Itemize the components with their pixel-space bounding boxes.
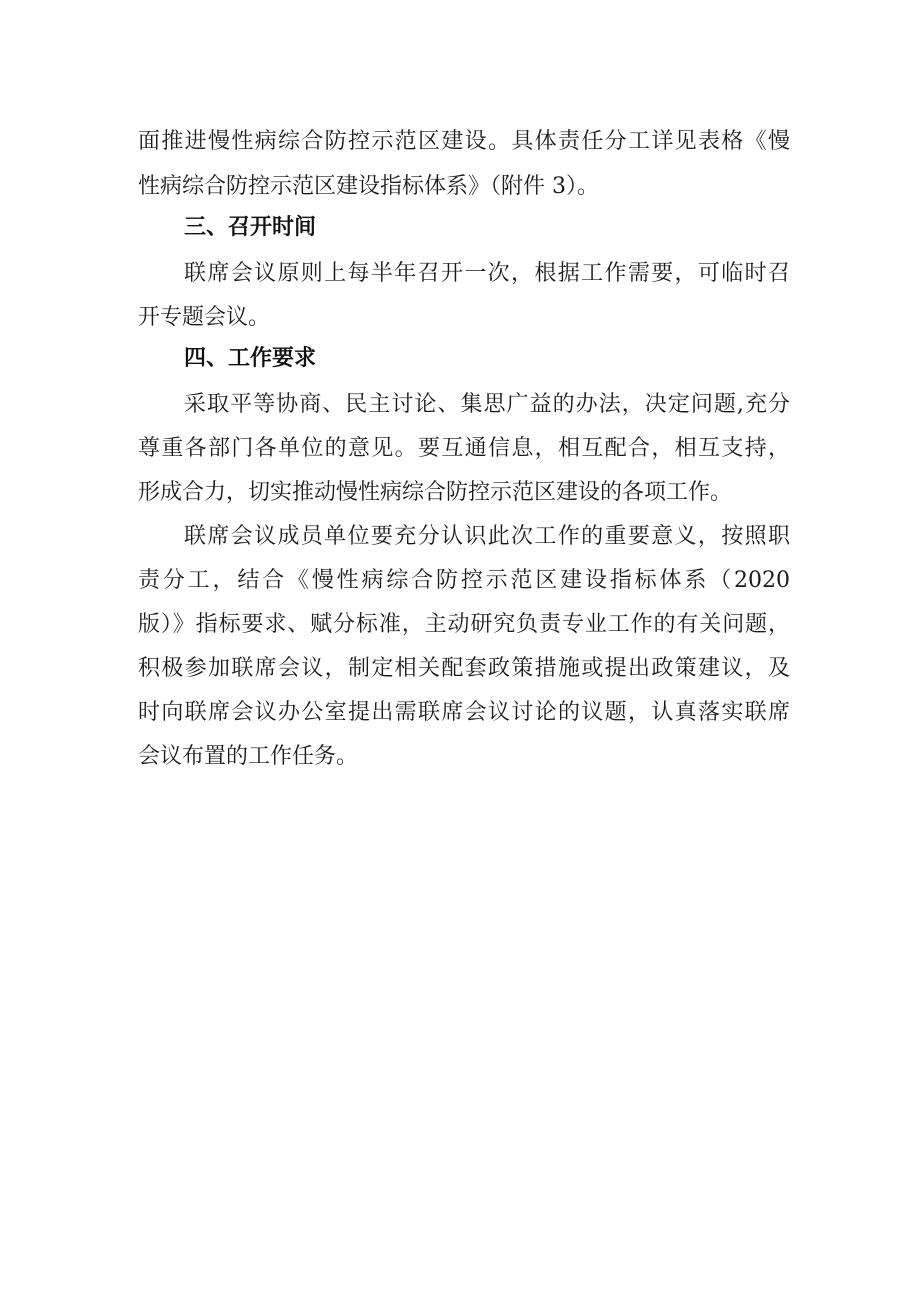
section-4-p2-line-5: 时向联席会议办公室提出需联席会议讨论的议题，认真落实联席 [138, 700, 790, 725]
section-3-line-2: 开专题会议。 [138, 305, 271, 330]
section-4-p2-line-4: 积极参加联席会议，制定相关配套政策措施或提出政策建议，及 [138, 656, 790, 681]
section-3-line-1: 联席会议原则上每半年召开一次，根据工作需要，可临时召 [184, 261, 790, 286]
section-4-p1-line-3: 形成合力，切实推动慢性病综合防控示范区建设的各项工作。 [138, 480, 733, 505]
section-4-p2-line-6: 会议布置的工作任务。 [138, 744, 359, 769]
section-4-p2-line-2: 责分工，结合《慢性病综合防控示范区建设指标体系（2020 [138, 568, 790, 593]
section-4-p1-line-2: 尊重各部门各单位的意见。要互通信息，相互配合，相互支持， [138, 436, 790, 461]
section-3-heading: 三、召开时间 [184, 215, 317, 240]
intro-line-1: 面推进慢性病综合防控示范区建设。具体责任分工详见表格《慢 [138, 129, 790, 154]
section-4-p2-line-3: 版）》指标要求、赋分标准，主动研究负责专业工作的有关问题， [138, 612, 790, 637]
section-4-p2-line-1: 联席会议成员单位要充分认识此次工作的重要意义，按照职 [184, 524, 790, 549]
section-4-p1-line-1: 采取平等协商、民主讨论、集思广益的办法，决定问题,充分 [184, 392, 790, 417]
section-4-heading: 四、工作要求 [184, 346, 317, 371]
intro-line-2: 性病综合防控示范区建设指标体系》（附件 3）。 [138, 174, 599, 199]
